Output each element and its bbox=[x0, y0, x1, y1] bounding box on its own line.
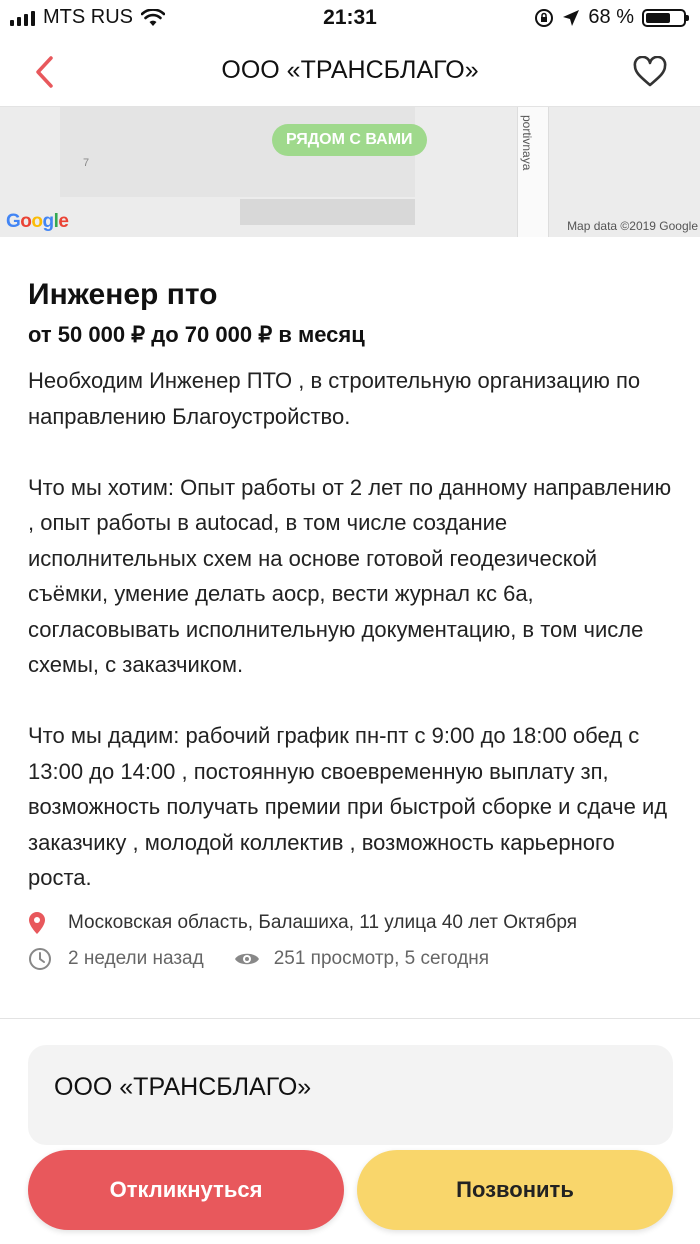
map-attribution: Map data ©2019 Google bbox=[567, 219, 698, 233]
map-road-strip bbox=[240, 199, 415, 225]
company-name: ООО «ТРАНСБЛАГО» bbox=[54, 1073, 312, 1101]
address-row[interactable] bbox=[28, 910, 678, 936]
address-text: Московская область, Балашиха, 11 улица 40 лет Октября bbox=[68, 911, 578, 933]
company-card[interactable] bbox=[28, 1045, 673, 1145]
location-arrow-icon bbox=[562, 9, 580, 27]
chevron-left-icon bbox=[34, 55, 54, 89]
stats-row bbox=[28, 946, 678, 972]
carrier-name: MTS RUS bbox=[43, 6, 133, 28]
vacancy-description: Необходим Инженер ПТО , в строительную организацию по направлению Благоустройство. Что мы хотим: Опыт работы от 2 лет по данному направлению , опыт работы в autocad, в том числе создание исполнительных схем на основе готовой геодезической съёмки, умение делать аоср, вести журнал кс 6а, согласовывать исполнительную документацию, в том числе схемы, с заказчиком. Что мы дадим: рабочий график пн-пт с 9:00 до 18:00 обед с 13:00 до 14:00 , постоянную своевременную выплату зп, возможность получать премии при быстрой сборке и сдаче ид заказчику , молодой коллектив , возможность карьерного роста. bbox=[28, 368, 672, 890]
vacancy-details bbox=[28, 277, 678, 972]
clock: 21:31 bbox=[323, 6, 377, 29]
map-building-number: 7 bbox=[83, 157, 90, 169]
eye-icon bbox=[234, 946, 260, 972]
back-button[interactable] bbox=[22, 50, 66, 94]
call-button[interactable]: Позвонить bbox=[357, 1150, 673, 1230]
map-view[interactable] bbox=[0, 107, 700, 237]
heart-outline-icon bbox=[632, 56, 668, 88]
orientation-lock-icon bbox=[534, 8, 554, 28]
views-count: 251 просмотр, 5 сегодня bbox=[273, 947, 490, 969]
map-street-label: portivnaya bbox=[520, 115, 534, 171]
vacancy-title: Инженер пто bbox=[28, 278, 218, 311]
nearby-badge: РЯДОМ С ВАМИ bbox=[272, 124, 427, 156]
posted-time: 2 недели назад bbox=[68, 947, 204, 969]
respond-button[interactable]: Откликнуться bbox=[28, 1150, 344, 1230]
navigation-bar bbox=[0, 36, 700, 107]
section-divider bbox=[0, 1018, 700, 1019]
vacancy-salary: от 50 000 ₽ до 70 000 ₽ в месяц bbox=[28, 322, 365, 347]
location-pin-icon bbox=[28, 910, 56, 936]
page-title: ООО «ТРАНСБЛАГО» bbox=[221, 56, 479, 84]
battery-percent: 68 % bbox=[588, 6, 634, 28]
status-bar bbox=[0, 0, 700, 36]
favorite-button[interactable] bbox=[628, 50, 672, 94]
google-logo: Google bbox=[6, 211, 69, 232]
system-indicators bbox=[534, 6, 686, 29]
battery-icon bbox=[642, 9, 686, 27]
clock-icon bbox=[28, 946, 54, 972]
